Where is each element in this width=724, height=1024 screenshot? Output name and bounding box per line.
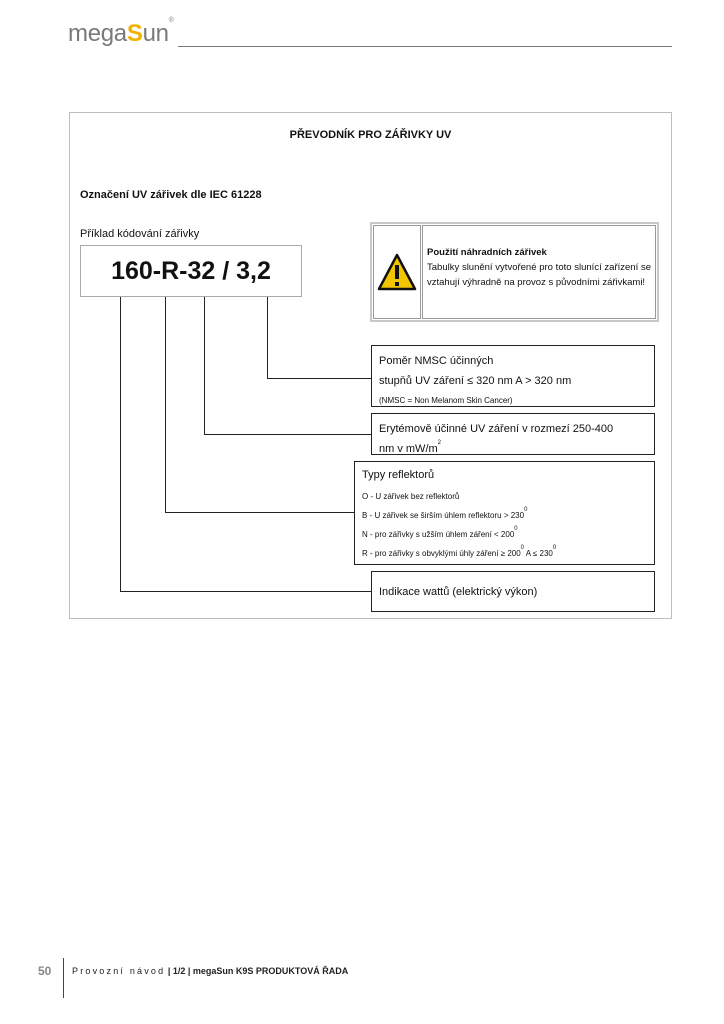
reflector-item-o bbox=[362, 487, 647, 506]
connector-erythemal-horizontal bbox=[204, 434, 371, 435]
reflector-item-b-degree: 0 bbox=[524, 507, 528, 513]
connector-nmsc-horizontal bbox=[267, 378, 371, 379]
connector-reflector-vertical bbox=[165, 297, 166, 512]
reflector-item-r-degree: 0 bbox=[520, 545, 525, 551]
reflector-types-box bbox=[354, 461, 655, 565]
logo-suffix: un bbox=[142, 20, 169, 47]
erythemal-line-2 bbox=[379, 439, 647, 459]
header-rule bbox=[178, 46, 672, 47]
footer-text bbox=[72, 966, 348, 976]
logo-prefix: mega bbox=[68, 20, 127, 47]
nmsc-line-2: stupňů UV záření ≤ 320 nm A > 320 nm bbox=[379, 375, 572, 387]
reflector-title: Typy reflektorů bbox=[362, 469, 435, 481]
connector-reflector-horizontal bbox=[165, 512, 354, 513]
reflector-item-b-text: B - U zářivek se širším úhlem reflektoru > 230 bbox=[362, 511, 525, 520]
nmsc-note: (NMSC = Non Melanom Skin Cancer) bbox=[379, 396, 513, 405]
reflector-item-b bbox=[362, 506, 647, 525]
erythemal-unit-superscript: 2 bbox=[437, 440, 442, 446]
megasun-logo bbox=[68, 17, 174, 48]
warning-text-cell bbox=[422, 225, 656, 319]
example-label: Příklad kódování zářivky bbox=[80, 228, 200, 240]
erythemal-line-1: Erytémově účinné UV záření v rozmezí 250-400 bbox=[379, 423, 614, 435]
nmsc-line-1: Poměr NMSC účinných bbox=[379, 355, 494, 367]
reflector-item-r-degree-2: 0 bbox=[552, 545, 557, 551]
reflector-item-r bbox=[362, 544, 647, 563]
wattage-line: Indikace wattů (elektrický výkon) bbox=[379, 586, 538, 598]
footer-separator bbox=[63, 958, 64, 998]
connector-wattage-vertical bbox=[120, 297, 121, 591]
warning-body: Tabulky slunění vytvořené pro toto slunící zařízení se vztahují výhradně na provoz s původními zářivkami! bbox=[427, 262, 651, 288]
connector-wattage-horizontal bbox=[120, 591, 371, 592]
erythemal-line-2-main: nm v mW/m bbox=[379, 443, 438, 455]
reflector-item-n bbox=[362, 525, 647, 544]
section-subheading: Označení UV zářivek dle IEC 61228 bbox=[80, 189, 262, 201]
example-code: 160-R-32 / 3,2 bbox=[111, 256, 271, 285]
erythemal-uv-box bbox=[371, 413, 655, 455]
connector-nmsc-vertical bbox=[267, 297, 268, 378]
page-title: PŘEVODNÍK PRO ZÁŘIVKY UV bbox=[289, 129, 452, 141]
reflector-item-o-text: O - U zářivek bez reflektorů bbox=[362, 492, 460, 501]
warning-icon-cell bbox=[373, 225, 421, 319]
reflector-item-r-tail: A ≤ 230 bbox=[524, 549, 553, 558]
page-number: 50 bbox=[38, 964, 52, 978]
reflector-item-n-degree: 0 bbox=[514, 526, 518, 532]
nmsc-ratio-box bbox=[371, 345, 655, 407]
logo-registered-mark: ® bbox=[168, 17, 174, 24]
reflector-item-n-text: N - pro zářivky s užším úhlem záření < 200 bbox=[362, 530, 515, 539]
footer-manual-label: Provozní návod bbox=[72, 966, 166, 976]
example-code-box bbox=[80, 245, 302, 297]
reflector-item-r-text: R - pro zářivky s obvyklými úhly záření ≥ 200 bbox=[362, 549, 521, 558]
connector-erythemal-vertical bbox=[204, 297, 205, 434]
warning-triangle-icon bbox=[377, 253, 417, 291]
wattage-box bbox=[371, 571, 655, 612]
logo-s: S bbox=[126, 20, 143, 47]
warning-title: Použití náhradních zářivek bbox=[427, 247, 547, 258]
footer-product-line: | 1/2 | megaSun K9S PRODUKTOVÁ ŘADA bbox=[167, 966, 349, 976]
